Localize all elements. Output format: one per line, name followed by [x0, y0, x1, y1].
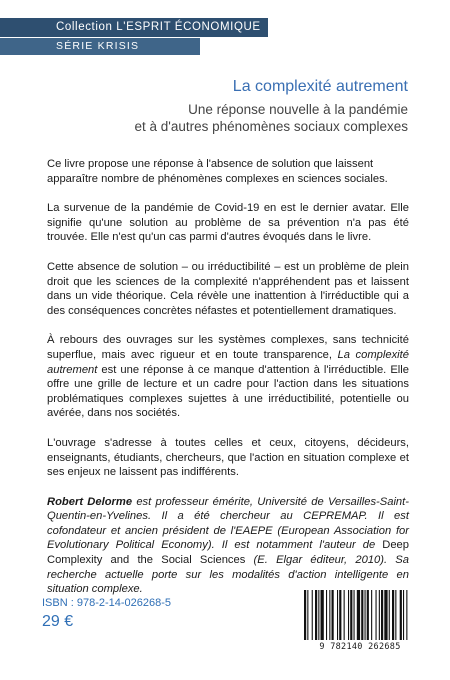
collection-label: Collection L'ESPRIT ÉCONOMIQUE: [0, 18, 268, 37]
subtitle-line-2: et à d'autres phénomènes sociaux complexes: [134, 119, 408, 134]
isbn: ISBN : 978-2-14-026268-5: [42, 597, 172, 609]
author-bio-part1: est professeur émérite, Université de Versailles-Saint-Quentin-en-Yvelines. Il a été chercheur au CEPREMAP. Il est cofondateur et ancien président de l'EAEPE (European Association for Evolutionary Political Economy). Il est notamment l'auteur de: [47, 495, 409, 552]
paragraph-3: Cette absence de solution – ou irréductibilité – est un problème de plein droit que les sciences de la complexité n'appréhendent pas et laissent dans un vide théorique. Cela révèle une inattention à l'irréductible qui a des conséquences concrètes néfastes et potentiellement dramatiques.: [47, 260, 409, 317]
header-band: [0, 0, 450, 56]
book-subtitle: [78, 101, 408, 135]
paragraph-1: Ce livre propose une réponse à l'absence de solution que laissent apparaître nombre de phénomènes complexes en sciences sociales.: [47, 158, 388, 185]
author-book-title: Deep Complexity and the Social Sciences: [47, 539, 409, 567]
author-bio-part2: (E. Elgar éditeur, 2010). Sa recherche actuelle porte sur les modalités d'action intelligente en situation complexe.: [47, 554, 409, 596]
author-bio: [47, 495, 409, 597]
barcode-bars: [300, 588, 420, 642]
paragraph-4-part1: À rebours des ouvrages sur les systèmes complexes, sans technicité superflue, mais avec rigueur et en toute transparence,: [47, 334, 409, 361]
barcode-digits: 9 782140 262685: [319, 642, 401, 652]
author-name: Robert Delorme: [47, 495, 133, 508]
paragraph-4-part2: est une réponse à ce manque d'attention à l'irréductible. Elle offre une grille de lecture et un cadre pour l'action dans les situations problématiques complexes sujettes à une irréductibilité, potentielle ou avérée, dans nos sociétés.: [47, 363, 409, 420]
subtitle-line-1: Une réponse nouvelle à la pandémie: [188, 102, 408, 117]
paragraph-5: L'ouvrage s'adresse à toutes celles et ceux, citoyens, décideurs, enseignants, étudiants, chercheurs, que l'action en situation complexe et ses enjeux ne laissent pas indifférents.: [47, 436, 409, 479]
paragraph-4-book-title: La complexité autrement: [47, 348, 409, 376]
paragraph-2: La survenue de la pandémie de Covid-19 en est le dernier avatar. Elle signifie qu'une solution au problème de sa prévention n'a pas été trouvée. Elle n'est qu'un cas parmi d'autres évoqués dans le livre.: [47, 202, 409, 244]
serie-label: SÉRIE KRISIS: [0, 38, 200, 55]
book-title: La complexité autrement: [232, 78, 408, 95]
paragraph-4: [47, 333, 409, 421]
barcode: [300, 588, 420, 656]
back-cover-text: [47, 157, 409, 612]
price: 29 €: [42, 613, 74, 630]
